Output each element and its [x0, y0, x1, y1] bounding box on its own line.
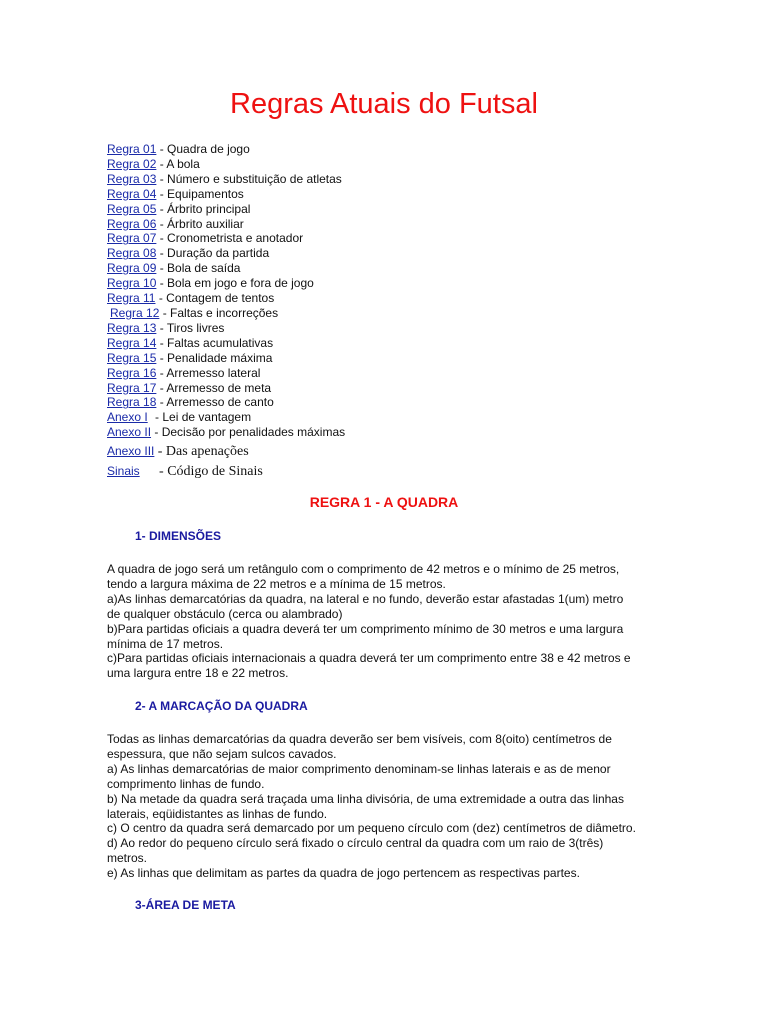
toc-item-anexo-ii	[107, 425, 345, 440]
toc-link[interactable]: Regra 14	[107, 335, 157, 350]
paragraph-line: mínima de 17 metros.	[107, 636, 224, 651]
toc-item-regra-13	[107, 321, 345, 336]
rule-heading: REGRA 1 - A QUADRA	[309, 494, 459, 510]
section-heading-area-de-meta: 3-ÁREA DE META	[135, 898, 236, 912]
toc-desc: - Arremesso lateral	[159, 365, 261, 380]
toc-link[interactable]: Anexo III	[107, 444, 155, 459]
toc-desc: - Número e substituição de atletas	[159, 171, 342, 186]
toc-link[interactable]: Anexo I	[107, 410, 148, 425]
toc-desc: - Penalidade máxima	[159, 350, 273, 365]
toc-link[interactable]: Regra 10	[107, 276, 157, 291]
paragraph-line: b) Na metade da quadra será traçada uma linha divisória, de uma extremidade a outra das linhas	[107, 791, 624, 806]
toc-link[interactable]: Regra 12	[110, 305, 160, 320]
toc-desc: - Arremesso de meta	[159, 380, 272, 395]
toc-link[interactable]: Regra 03	[107, 171, 157, 186]
toc-link[interactable]: Regra 15	[107, 350, 157, 365]
toc-desc: - Tiros livres	[159, 320, 225, 335]
toc-item-regra-10	[107, 276, 345, 291]
toc-link[interactable]: Regra 13	[107, 320, 157, 335]
toc-link[interactable]: Regra 09	[107, 261, 157, 276]
toc-desc: - Código de Sinais	[159, 464, 263, 480]
toc-item-regra-16	[107, 366, 345, 381]
paragraph-line: a)As linhas demarcatórias da quadra, na lateral e no fundo, deverão estar afastadas 1(um) metro	[107, 591, 624, 606]
paragraph-line: A quadra de jogo será um retângulo com o comprimento de 42 metros e o mínimo de 25 metros,	[107, 562, 620, 576]
paragraph-line: metros.	[107, 851, 148, 866]
paragraph-line: a) As linhas demarcatórias de maior comprimento denominam-se linhas laterais e as de menor	[107, 761, 611, 776]
toc-desc: - Bola de saída	[159, 261, 241, 276]
toc-link[interactable]: Regra 17	[107, 380, 157, 395]
paragraph-line: laterais, eqüidistantes as linhas de fundo.	[107, 806, 328, 821]
paragraph-line: c) O centro da quadra será demarcado por um pequeno círculo com (dez) centímetros de diâmetro.	[107, 821, 636, 836]
paragraph-line: tendo a largura máxima de 22 metros e a mínima de 15 metros.	[107, 576, 446, 591]
toc-desc: - Bola em jogo e fora de jogo	[159, 276, 314, 291]
toc-desc: - Faltas e incorreções	[162, 305, 279, 320]
toc-link[interactable]: Anexo II	[107, 425, 152, 440]
section-body-marcacao	[107, 732, 667, 881]
toc-link[interactable]: Regra 07	[107, 231, 157, 246]
toc-desc: - Arremesso de canto	[159, 395, 274, 410]
toc-item-regra-08	[107, 246, 345, 261]
toc-item-regra-02	[107, 157, 345, 172]
section-body-dimensoes	[107, 562, 667, 681]
section-heading-dimensoes: 1- DIMENSÕES	[135, 529, 222, 543]
toc-desc: - Equipamentos	[159, 186, 244, 201]
table-of-contents	[107, 142, 345, 480]
toc-item-regra-06	[107, 217, 345, 232]
section-heading-marcacao: 2- A MARCAÇÃO DA QUADRA	[135, 699, 308, 713]
toc-desc: - Contagem de tentos	[158, 291, 275, 306]
toc-link[interactable]: Sinais	[107, 464, 140, 479]
toc-desc: - Decisão por penalidades máximas	[154, 425, 346, 440]
toc-item-regra-12	[107, 306, 345, 321]
toc-link[interactable]: Regra 18	[107, 395, 157, 410]
toc-link[interactable]: Regra 06	[107, 216, 157, 231]
toc-desc: - Faltas acumulativas	[159, 335, 274, 350]
paragraph-line: uma largura entre 18 e 22 metros.	[107, 666, 289, 681]
toc-item-regra-09	[107, 261, 345, 276]
toc-desc: - Quadra de jogo	[159, 142, 250, 156]
toc-item-regra-18	[107, 395, 345, 410]
toc-item-regra-07	[107, 231, 345, 246]
paragraph-line: de qualquer obstáculo (cerca ou alambrado)	[107, 606, 343, 621]
toc-item-regra-14	[107, 336, 345, 351]
toc-item-regra-04	[107, 187, 345, 202]
toc-link[interactable]: Regra 16	[107, 365, 157, 380]
paragraph-line: comprimento linhas de fundo.	[107, 776, 265, 791]
toc-desc: - Lei de vantagem	[155, 410, 252, 425]
paragraph-line: Todas as linhas demarcatórias da quadra deverão ser bem visíveis, com 8(oito) centímetros de	[107, 732, 612, 746]
toc-desc: - Das apenações	[157, 444, 249, 460]
toc-link[interactable]: Regra 04	[107, 186, 157, 201]
paragraph-line: d) Ao redor do pequeno círculo será fixado o círculo central da quadra com um raio de 3(três)	[107, 836, 604, 851]
toc-link[interactable]: Regra 11	[107, 291, 156, 306]
toc-item-sinais	[107, 463, 345, 480]
toc-link[interactable]: Regra 02	[107, 156, 157, 171]
toc-desc: - Árbrito principal	[159, 201, 251, 216]
paragraph-line: c)Para partidas oficiais internacionais a quadra deverá ter um comprimento entre 38 e 42 metros e	[107, 651, 631, 666]
toc-desc: - Árbrito auxiliar	[159, 216, 244, 231]
toc-link[interactable]: Regra 08	[107, 246, 157, 261]
toc-desc: - Cronometrista e anotador	[159, 231, 304, 246]
toc-desc: - Duração da partida	[159, 246, 270, 261]
toc-item-regra-03	[107, 172, 345, 187]
toc-item-regra-11	[107, 291, 345, 306]
paragraph-line: espessura, que não sejam sulcos cavados.	[107, 746, 337, 761]
toc-desc: - A bola	[159, 156, 200, 171]
page-title: Regras Atuais do Futsal	[230, 88, 538, 120]
toc-item-regra-01	[107, 142, 345, 157]
toc-item-regra-17	[107, 381, 345, 396]
toc-item-anexo-iii	[107, 443, 345, 460]
toc-item-regra-05	[107, 202, 345, 217]
toc-link[interactable]: Regra 05	[107, 201, 157, 216]
paragraph-line: e) As linhas que delimitam as partes da quadra de jogo pertencem as respectivas partes.	[107, 866, 580, 881]
toc-item-regra-15	[107, 351, 345, 366]
toc-item-anexo-i	[107, 410, 345, 425]
paragraph-line: b)Para partidas oficiais a quadra deverá ter um comprimento mínimo de 30 metros e uma largura	[107, 621, 624, 636]
toc-link[interactable]: Regra 01	[107, 142, 157, 156]
